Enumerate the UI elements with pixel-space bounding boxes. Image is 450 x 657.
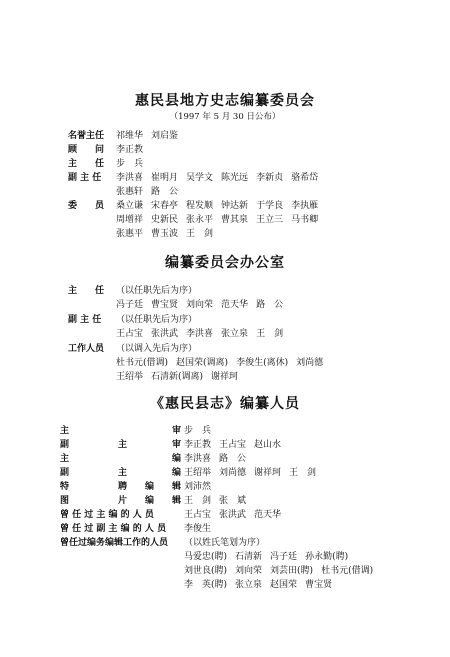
committee-title: 惠民县地方史志编纂委员会 (135, 93, 315, 109)
person-name: 崔明月 (151, 173, 179, 183)
person-name: 步 兵 (184, 426, 212, 436)
editor-role-left: 主 (60, 426, 70, 436)
office-role-label: 工作人员 (68, 344, 105, 354)
person-name: 谢祥珂 (211, 372, 239, 382)
person-name: 张洪武 (219, 510, 247, 520)
editors-names-line (184, 577, 340, 590)
person-name: 李新贞 (256, 173, 284, 183)
editor-role-label (60, 535, 180, 548)
person-name: 吴学文 (186, 173, 214, 183)
editor-role-left: 图 (60, 496, 70, 506)
editors-names-line (184, 535, 273, 548)
person-name: 王占宝 (116, 329, 144, 339)
person-name: 张惠平 (116, 229, 144, 239)
office-names-line (116, 283, 205, 296)
person-name: 谢祥珂 (254, 468, 282, 478)
person-name: 王 剑 (289, 468, 317, 478)
person-name: 刘向荣 (235, 566, 263, 576)
person-name: 王绍举 (116, 372, 144, 382)
committee-names-line (116, 156, 151, 169)
person-name: 王 剑 (184, 496, 212, 506)
person-name: 骆希岱 (291, 173, 319, 183)
committee-names-line (116, 226, 221, 239)
editor-role-label (60, 521, 180, 534)
editors-names-line (184, 563, 381, 576)
editor-role-left: 特 (60, 482, 70, 492)
editors-names-line (184, 549, 356, 562)
office-names-line (116, 369, 246, 382)
person-name: 石清新(调离) (151, 372, 204, 382)
editor-role-right: 辑 (172, 482, 182, 492)
person-name: 张洪武 (151, 329, 179, 339)
editor-role-right: 审 (172, 440, 182, 450)
person-name: （以调入先后为序） (116, 344, 198, 354)
person-name: 张立泉 (221, 329, 249, 339)
office-names-line (116, 355, 331, 368)
person-name: 赵国荣(调离) (176, 358, 229, 368)
office-names-line (116, 297, 291, 310)
person-name: 刘沛然 (184, 482, 212, 492)
editors-names-line (184, 493, 254, 506)
editor-role-right: 编 (172, 468, 182, 478)
person-name: 冯子廷 (116, 300, 144, 310)
person-name: 曹玉波 (151, 229, 179, 239)
person-name: （以任职先后为序） (116, 286, 198, 296)
editors-names-line (184, 451, 254, 464)
editor-role-text: 曾 任 过 副 主 编 的 人 员 (60, 524, 167, 534)
person-name: 于学良 (256, 201, 284, 211)
office-role-label: 主 任 (68, 286, 105, 296)
editors-title: 《惠民县志》编纂人员 (150, 396, 300, 412)
person-name: 李洪喜 (184, 454, 212, 464)
editor-role-right: 审 (172, 426, 182, 436)
committee-role-label: 主 任 (68, 159, 105, 169)
person-name: 马书卿 (291, 215, 319, 225)
person-name: 张立泉 (235, 580, 263, 590)
person-name: 李俊生(离休) (236, 358, 289, 368)
office-names-line (116, 326, 291, 339)
editors-names-line (184, 423, 219, 436)
person-name: 宋春亭 (151, 201, 179, 211)
committee-role-label: 名誉主任 (68, 131, 105, 141)
committee-names-line (116, 198, 326, 211)
person-name: 杜书元(借调) (116, 358, 169, 368)
editor-role-right: 编 (172, 454, 182, 464)
editor-role-label (60, 507, 180, 520)
office-title: 编纂委员会办公室 (165, 255, 285, 271)
person-name: 张惠轩 (116, 187, 144, 197)
person-name: 曹宝贤 (151, 300, 179, 310)
person-name: 王 剑 (256, 329, 284, 339)
person-name: 范天华 (254, 510, 282, 520)
person-name: 石清新 (235, 552, 263, 562)
person-name: 程发顺 (186, 201, 214, 211)
person-name: 史新民 (151, 215, 179, 225)
person-name: 王立三 (256, 215, 284, 225)
editor-role-right: 辑 (172, 496, 182, 506)
person-name: 王 剑 (186, 229, 214, 239)
person-name: 曹其泉 (221, 215, 249, 225)
person-name: 孙永勤(聘) (305, 552, 349, 562)
person-name: 李正教 (116, 145, 144, 155)
person-name: （以姓氏笔划为序） (184, 538, 266, 548)
person-name: 张 斌 (219, 496, 247, 506)
person-name: 范天华 (221, 300, 249, 310)
committee-names-line (116, 212, 326, 225)
person-name: 杜书元(借调) (321, 566, 374, 576)
person-name: （以任职先后为序） (116, 315, 198, 325)
person-name: 钟达新 (221, 201, 249, 211)
editor-role-text: 曾任过编务编辑工作的人员 (60, 538, 169, 548)
editor-role-left: 副 (60, 468, 70, 478)
person-name: 赵国荣 (270, 580, 298, 590)
editors-names-line (184, 521, 219, 534)
editors-names-line (184, 465, 324, 478)
person-name: 路 公 (151, 187, 179, 197)
person-name: 刘向荣 (186, 300, 214, 310)
committee-role-label: 副 主 任 (68, 173, 102, 183)
editors-names-line (184, 479, 219, 492)
committee-names-line (116, 128, 186, 141)
person-name: 曹宝贤 (305, 580, 333, 590)
committee-role-label: 顾 问 (68, 145, 105, 155)
editor-role-left: 主 (60, 454, 70, 464)
person-name: 路 公 (219, 454, 247, 464)
office-names-line (116, 312, 205, 325)
person-name: 王占宝 (219, 440, 247, 450)
person-name: 陈光远 (221, 173, 249, 183)
person-name: 刘尚德 (219, 468, 247, 478)
editor-role-mid: 主 (118, 440, 128, 450)
person-name: 刘尚德 (296, 358, 324, 368)
editor-role-text: 曾 任 过 主 编 的 人 员 (60, 510, 154, 520)
person-name: 王绍举 (184, 468, 212, 478)
person-name: 步 兵 (116, 159, 144, 169)
person-name: 刘启鉴 (151, 131, 179, 141)
editor-role-mid: 聘 编 (118, 482, 155, 492)
person-name: 路 公 (256, 300, 284, 310)
editor-role-mid: 主 (118, 468, 128, 478)
person-name: 周增祥 (116, 215, 144, 225)
person-name: 刘世良(聘) (184, 566, 228, 576)
person-name: 冯子廷 (270, 552, 298, 562)
committee-role-label: 委 员 (68, 201, 105, 211)
committee-date: （1997 年 5 月 30 日公布） (169, 112, 281, 122)
person-name: 赵山水 (254, 440, 282, 450)
office-role-label: 副 主 任 (68, 315, 102, 325)
editors-names-line (184, 507, 289, 520)
person-name: 祁维华 (116, 131, 144, 141)
person-name: 王占宝 (184, 510, 212, 520)
person-name: 李洪喜 (116, 173, 144, 183)
person-name: 刘芸田(聘) (270, 566, 314, 576)
office-names-line (116, 341, 205, 354)
editor-role-left: 副 (60, 440, 70, 450)
editor-role-mid: 片 编 (118, 496, 155, 506)
person-name: 李俊生 (184, 524, 212, 534)
person-name: 李 英(聘) (184, 580, 228, 590)
person-name: 李执雁 (291, 201, 319, 211)
person-name: 李正教 (184, 440, 212, 450)
editors-names-line (184, 437, 289, 450)
committee-names-line (116, 170, 326, 183)
person-name: 张永平 (186, 215, 214, 225)
person-name: 李洪喜 (186, 329, 214, 339)
person-name: 桑立谦 (116, 201, 144, 211)
person-name: 马爱忠(聘) (184, 552, 228, 562)
committee-names-line (116, 142, 151, 155)
committee-names-line (116, 184, 186, 197)
